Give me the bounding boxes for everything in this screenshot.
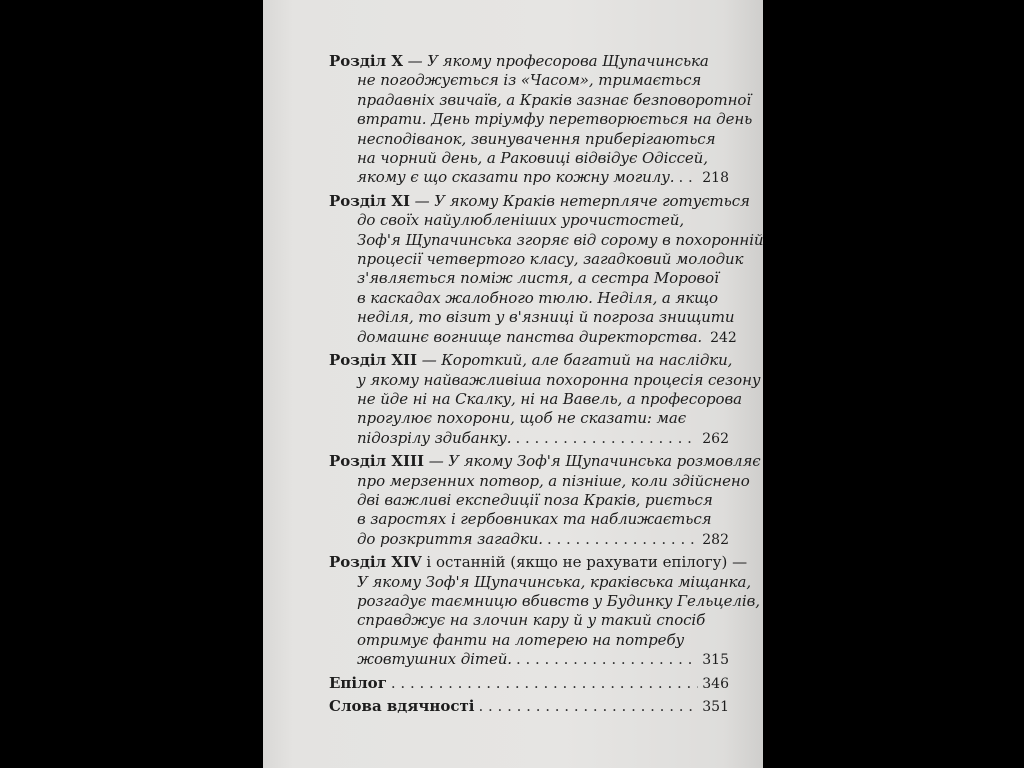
chapter-description-line: справджує на злочин кару й у такий спосіб <box>357 611 706 630</box>
chapter-description-line: втрати. День тріумфу перетворюється на день <box>357 110 753 129</box>
toc-entry-chapter-11[interactable] <box>329 191 764 348</box>
chapter-description-line: в каскадах жалобного тюлю. Неділя, а якщо <box>357 288 718 307</box>
table-of-contents <box>329 52 764 720</box>
chapter-description-line: процесії четвертого класу, загадковий молодик <box>357 250 744 269</box>
toc-entry-epilogue[interactable] <box>329 674 729 694</box>
chapter-heading: Розділ XIV <box>329 553 422 572</box>
toc-entry-acknowledgements[interactable] <box>329 697 729 717</box>
chapter-heading: Епілог <box>329 673 387 692</box>
toc-entry-chapter-13[interactable] <box>329 452 761 550</box>
chapter-description-line: підозрілу здибанку. <box>357 428 512 447</box>
chapter-description-line: отримує фанти на лотерею на потребу <box>357 630 685 649</box>
dot-leader <box>516 650 698 669</box>
chapter-description-line: дві важливі експедиції поза Краків, риється <box>357 490 713 509</box>
chapter-description-line: розгадує таємницю вбивств у Будинку Гельцелів, <box>357 591 760 610</box>
dot-leader <box>678 168 698 187</box>
chapter-description-line: про мерзенних потвор, а пізніше, коли здійснено <box>357 471 750 490</box>
chapter-description-line: — У якому професорова Щупачинська <box>403 52 709 70</box>
chapter-subheading: і останній (якщо не рахувати епілогу) — <box>421 553 748 572</box>
chapter-heading: Розділ XI <box>329 191 411 210</box>
page-number: 315 <box>702 652 729 669</box>
chapter-description-line: у якому найважливіша похоронна процесія сезону <box>357 370 761 389</box>
toc-entry-chapter-14[interactable] <box>329 553 760 670</box>
page-number: 242 <box>710 329 737 346</box>
page-number: 262 <box>702 430 729 447</box>
chapter-description-line: жовтушних дітей. <box>357 650 512 669</box>
chapter-description-line: не погоджується із «Часом», тримається <box>357 71 702 90</box>
chapter-description-line: в заростях і гербовниках та наближається <box>357 510 712 529</box>
chapter-heading: Слова вдячності <box>329 697 475 715</box>
chapter-description-line: до розкриття загадки. <box>357 529 543 548</box>
dot-leader <box>478 697 698 716</box>
chapter-description-line: до своїх найулюбленіших урочистостей, <box>357 211 685 230</box>
chapter-description-line: — Короткий, але багатий на наслідки, <box>417 351 733 370</box>
toc-entry-chapter-10[interactable] <box>329 52 753 189</box>
dot-leader <box>547 530 698 549</box>
chapter-description-line: на чорний день, а Раковиці відвідує Одіссей, <box>357 149 708 168</box>
chapter-description-line: Зоф'я Щупачинська згоряє від сорому в похоронній <box>357 230 764 249</box>
page-number: 346 <box>702 675 729 692</box>
page-number: 282 <box>702 531 729 548</box>
chapter-description-line: з'являється поміж листя, а сестра Морової <box>357 269 719 288</box>
chapter-heading: Розділ X <box>329 52 403 70</box>
chapter-description-line: домашнє вогнище панства директорства. <box>357 327 703 346</box>
toc-entry-chapter-12[interactable] <box>329 351 761 449</box>
dot-leader <box>515 429 698 448</box>
chapter-heading: Розділ XII <box>329 351 418 370</box>
dot-leader <box>391 674 698 693</box>
chapter-description-line: — У якому Краків нетерпляче готується <box>410 191 750 210</box>
page-number: 351 <box>702 699 729 715</box>
chapter-description-line: У якому Зоф'я Щупачинська, краківська міщанка, <box>357 572 752 591</box>
chapter-description-line: прадавніх звичаїв, а Краків зазнає безповоротної <box>357 90 752 109</box>
chapter-description-line: якому є що сказати про кожну могилу. <box>357 168 675 187</box>
chapter-heading: Розділ XIII <box>329 452 425 471</box>
chapter-description-line: — У якому Зоф'я Щупачинська розмовляє <box>424 452 761 471</box>
page-number: 218 <box>702 170 729 187</box>
chapter-description-line: неділя, то візит у в'язниці й погроза знищити <box>357 308 735 327</box>
chapter-description-line: прогулює похорони, щоб не сказати: має <box>357 409 686 428</box>
chapter-description-line: несподіванок, звинувачення приберігаються <box>357 129 716 148</box>
chapter-description-line: не йде ні на Скалку, ні на Вавель, а професорова <box>357 389 742 408</box>
